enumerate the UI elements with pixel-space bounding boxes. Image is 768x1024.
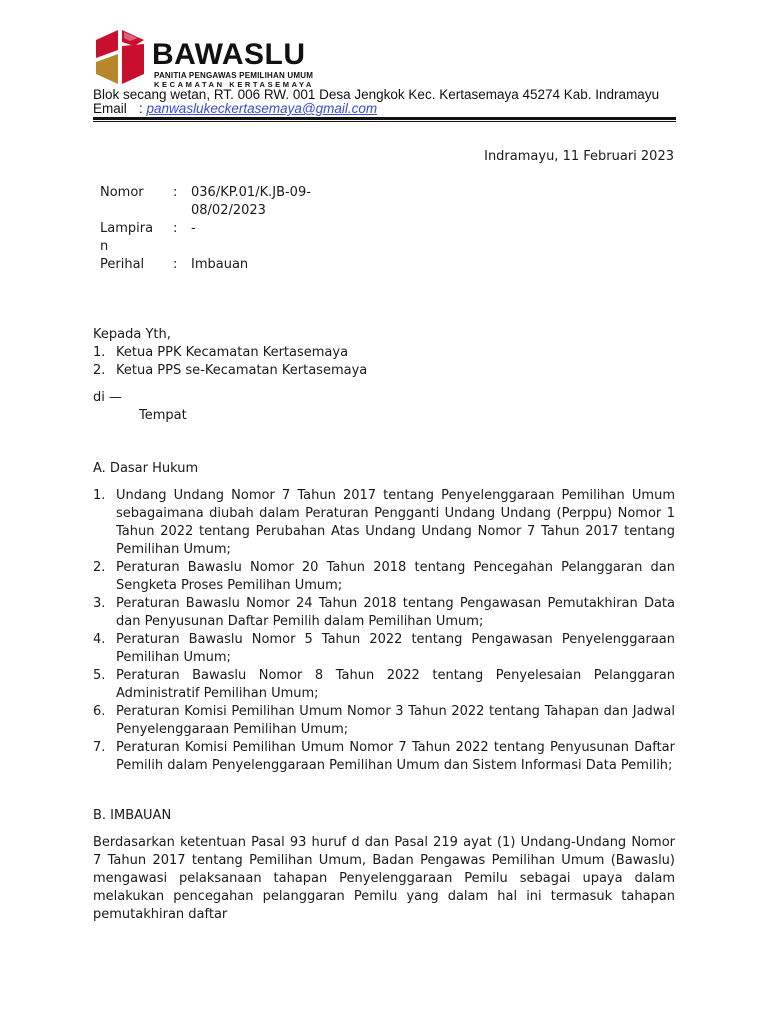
meta-sep: : [173,185,178,200]
list-text: Undang Undang Nomor 7 Tahun 2017 tentang Penyelenggaraan Pemilihan Umum sebagaimana diubah dalam Peraturan Pengganti Undang Undang (Perppu) Nomor 1 Tahun 2022 tentang Perubahan Atas Undang Undang Nomor 7 Tahun 2017 tentang Pemilihan Umum; [116,488,675,557]
list-item [93,595,675,631]
meta-key: Lampiran [100,221,154,254]
recipient-list [93,344,675,380]
header-divider-thin [93,121,676,122]
letter-date: Indramayu, 11 Februari 2023 [484,149,674,164]
dasar-hukum-list [93,487,675,775]
list-text: Peraturan Bawaslu Nomor 8 Tahun 2022 tentang Penyelesaian Pelanggaran Administratif Pemilihan Umum; [116,668,675,701]
meta-key: Nomor [100,185,144,200]
list-number: 2. [93,560,106,575]
tempat-label: Tempat [139,408,187,423]
list-text: Ketua PPK Kecamatan Kertasemaya [116,345,349,360]
list-item [93,739,675,775]
imbauan-paragraph: Berdasarkan ketentuan Pasal 93 huruf d dan Pasal 219 ayat (1) Undang-Undang Nomor 7 Tahun 2017 tentang Pemilihan Umum, Badan Pengawas Pemilihan Umum (Bawaslu) mengawasi pelaksanaan tahapan Penyelenggaraan Pemilu sebagai upaya dalam melakukan pencegahan pelanggaran Pemilu yang dalam hal ini termasuk tahapan pemutakhiran daftar [93,835,675,922]
meta-value: - [191,221,196,236]
meta-key: Perihal [100,257,145,272]
recipient-intro: Kepada Yth, [93,327,171,342]
meta-row-lampiran [100,220,340,256]
list-text: Peraturan Bawaslu Nomor 5 Tahun 2022 tentang Pengawasan Penyelenggaraan Pemilihan Umum; [116,632,675,665]
meta-value: Imbauan [191,257,249,272]
email-label: Email [93,101,127,116]
meta-value: 036/KP.01/K.JB-09-08/02/2023 [191,185,311,218]
header-divider [93,117,676,120]
list-text: Peraturan Bawaslu Nomor 24 Tahun 2018 tentang Pengawasan Pemutakhiran Data dan Penyusunan Daftar Pemilih dalam Pemilihan Umum; [116,596,675,629]
bawaslu-logo-icon [94,28,146,86]
list-text: Peraturan Komisi Pemilihan Umum Nomor 7 Tahun 2022 tentang Penyusunan Daftar Pemilih dalam Penyelenggaraan Pemilihan Umum dan Sistem Informasi Data Pemilih; [116,740,675,773]
email-separator: : [139,101,143,116]
meta-sep: : [173,221,178,236]
list-item [93,703,675,739]
di-label: di — [93,390,122,405]
list-number: 4. [93,632,106,647]
list-item [93,344,675,362]
list-number: 6. [93,704,106,719]
letter-meta [100,184,340,274]
list-item [93,631,675,667]
list-text: Peraturan Bawaslu Nomor 20 Tahun 2018 tentang Pencegahan Pelanggaran dan Sengketa Proses Pemilihan Umum; [116,560,675,593]
list-item [93,487,675,559]
list-number: 2. [93,363,106,378]
list-item [93,559,675,595]
email-link[interactable]: panwaslukeckertasemaya@gmail.com [146,101,378,116]
brand-name: BAWASLU [152,38,306,71]
brand-subtitle-2: KECAMATAN KERTASEMAYA [154,80,314,89]
list-number: 1. [93,488,106,503]
meta-sep: : [173,257,178,272]
address: Blok secang wetan, RT. 006 RW. 001 Desa Jengkok Kec. Kertasemaya 45274 Kab. Indramayu [93,87,660,102]
list-number: 3. [93,596,106,611]
list-item [93,667,675,703]
list-number: 7. [93,740,106,755]
meta-row-nomor [100,184,340,220]
list-text: Ketua PPS se-Kecamatan Kertasemaya [116,363,368,378]
section-b-title: B. IMBAUAN [93,808,172,823]
meta-row-perihal [100,256,340,274]
list-number: 5. [93,668,106,683]
brand-subtitle-1: PANITIA PENGAWAS PEMILIHAN UMUM [154,71,314,80]
email-line [93,101,377,116]
list-number: 1. [93,345,106,360]
section-a-title: A. Dasar Hukum [93,461,199,476]
list-item [93,362,675,380]
list-text: Peraturan Komisi Pemilihan Umum Nomor 3 Tahun 2022 tentang Tahapan dan Jadwal Penyelenggaraan Pemilihan Umum; [116,704,675,737]
